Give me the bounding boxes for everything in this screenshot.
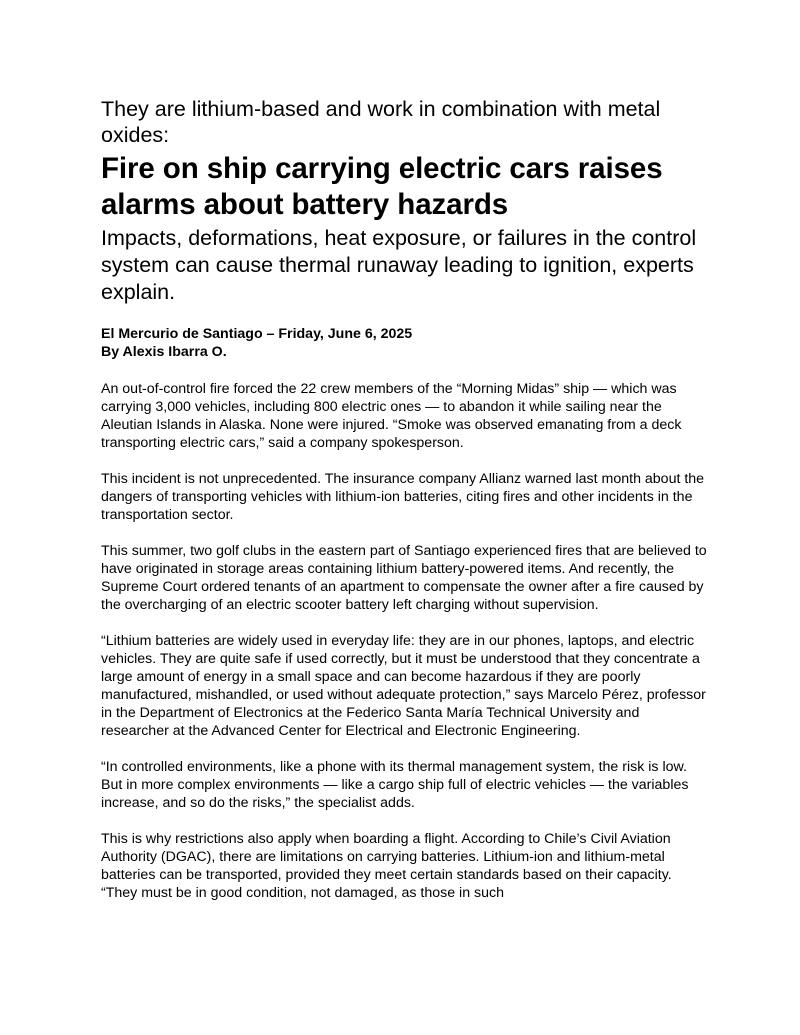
article-deck: Impacts, deformations, heat exposure, or failures in the control system can cause thermal runaway leading to ignition, experts explain. (101, 226, 697, 304)
body-paragraph: This summer, two golf clubs in the eastern part of Santiago experienced fires that are believed to have originated in storage areas containing lithium battery-powered items. And recently, the Supreme Court ordered tenants of an apartment to compensate the owner after a fire caused by the overcharging of an electric scooter battery left charging without supervision. (101, 543, 707, 613)
body-paragraph: “In controlled environments, like a phone with its thermal management system, the risk is low. But in more complex environments — like a cargo ship full of electric vehicles — the variables increase, and so do the risks,” the specialist adds. (101, 759, 689, 811)
body-paragraph: An out-of-control fire forced the 22 crew members of the “Morning Midas” ship — which was carrying 3,000 vehicles, including 800 electric ones — to abandon it while sailing near the Aleutian Islands in Alaska. None were injured. “Smoke was observed emanating from a deck transporting electric cars,” said a company spokesperson. (101, 381, 682, 451)
byline: By Alexis Ibarra O. (101, 344, 227, 360)
source-line: El Mercurio de Santiago – Friday, June 6, 2025 (101, 326, 413, 342)
article-body (101, 380, 711, 902)
article-meta (101, 325, 711, 361)
body-paragraph: This is why restrictions also apply when boarding a flight. According to Chile’s Civil Aviation Authority (DGAC), there are limitations on carrying batteries. Lithium-ion and lithium-metal batteries can be transported, provided they meet certain standards based on their capacity. “They must be in good condition, not damaged, as those in such (101, 831, 672, 901)
body-paragraph: This incident is not unprecedented. The insurance company Allianz warned last month about the dangers of transporting vehicles with lithium-ion batteries, citing fires and other incidents in the transportation sector. (101, 471, 705, 523)
body-paragraph: “Lithium batteries are widely used in everyday life: they are in our phones, laptops, and electric vehicles. They are quite safe if used correctly, but it must be understood that they concentrate a large amount of energy in a small space and can become hazardous if they are poorly manufactured, mishandled, or used without adequate protection,” says Marcelo Pérez, professor in the Department of Electronics at the Federico Santa María Technical University and researcher at the Advanced Center for Electrical and Electronic Engineering. (101, 633, 706, 739)
article (101, 96, 711, 920)
article-kicker: They are lithium-based and work in combination with metal oxides: (101, 97, 661, 147)
article-headline: Fire on ship carrying electric cars raises alarms about battery hazards (101, 152, 663, 221)
